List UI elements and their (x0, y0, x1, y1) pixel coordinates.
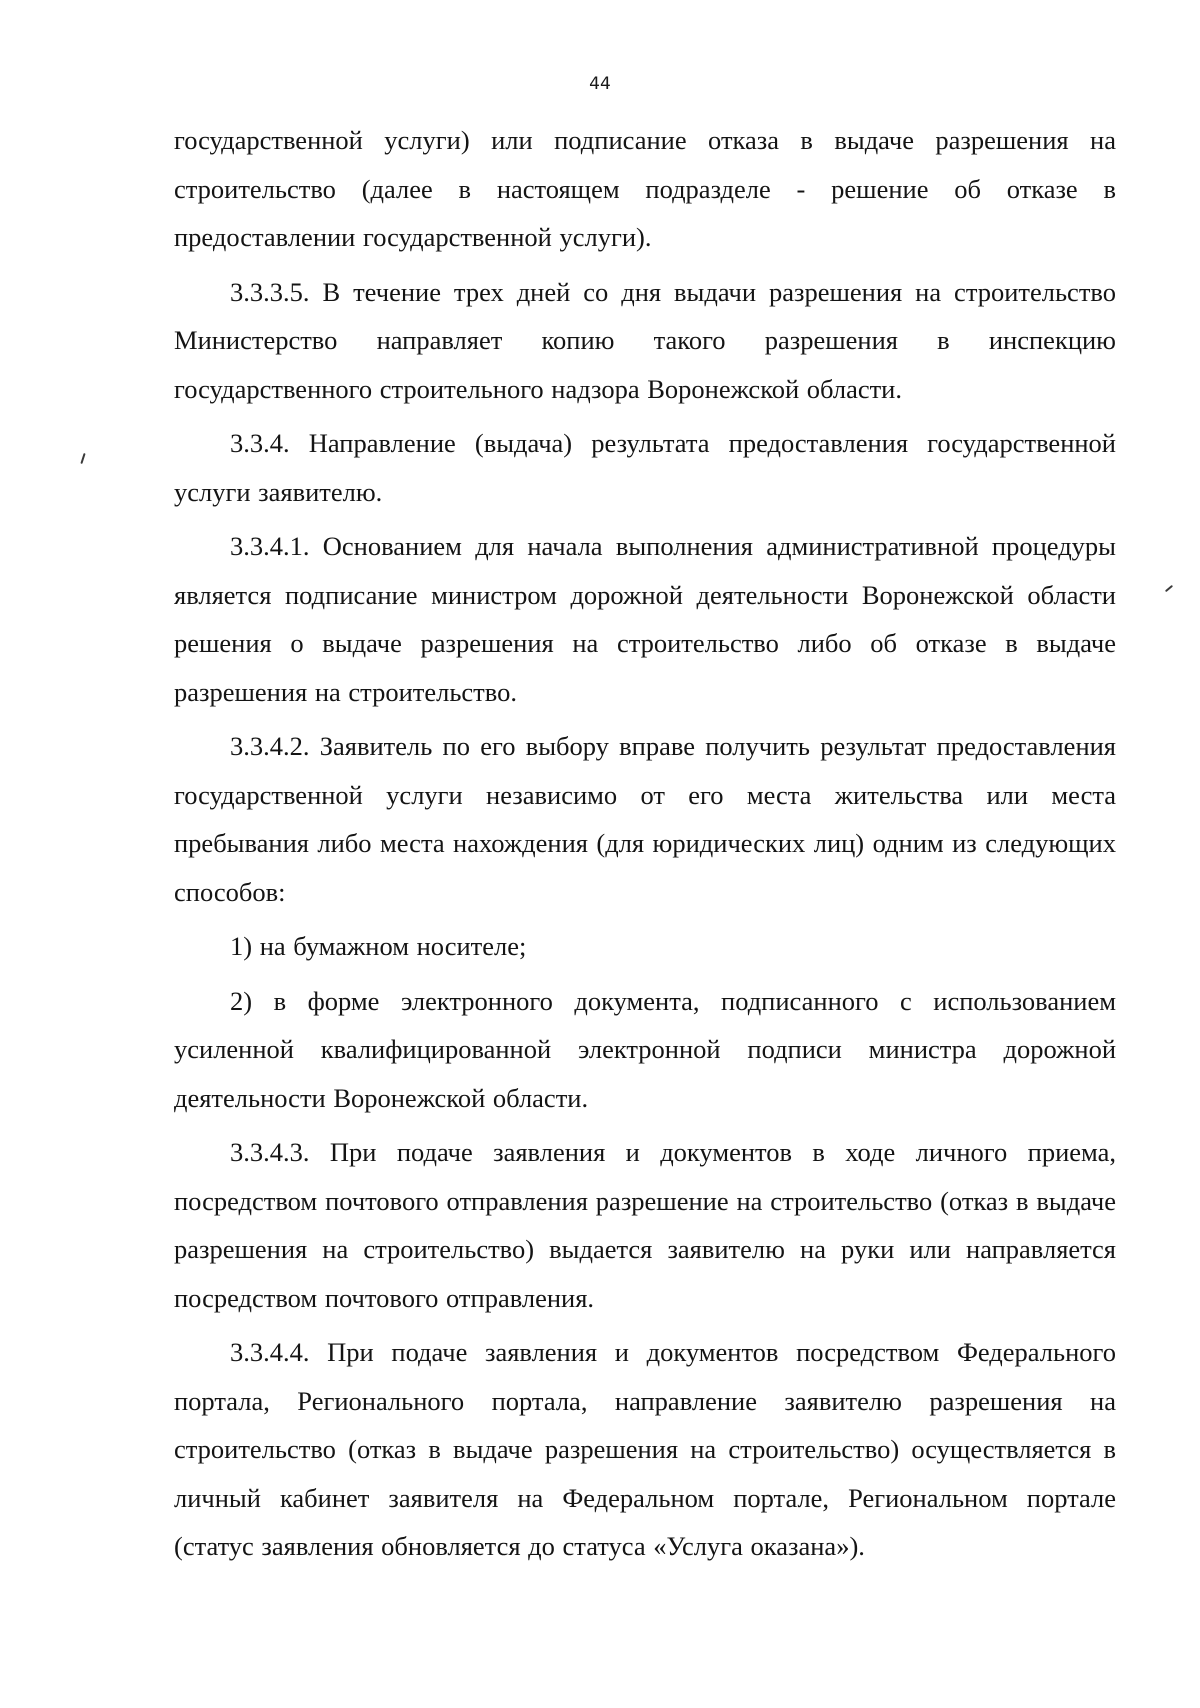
list-item-2: 2) в форме электронного документа, подписанного с использованием усиленной квалифицированной электронной подписи министра дорожной деятельности Воронежской области. (174, 985, 1116, 1113)
scan-speck (1165, 585, 1173, 592)
paragraph-3-3-3-5: 3.3.3.5. В течение трех дней со дня выдачи разрешения на строительство Министерство направляет копию такого разрешения в инспекцию государственного строительного надзора Воронежской области. (174, 276, 1116, 404)
paragraph-3-3-4-1: 3.3.4.1. Основанием для начала выполнения административной процедуры является подписание министром дорожной деятельности Воронежской области решения о выдаче разрешения на строительство либо об отказе в выдаче разрешения на строительство. (174, 531, 1116, 707)
paragraph-3-3-4: 3.3.4. Направление (выдача) результата предоставления государственной услуги заявителю. (174, 428, 1116, 507)
scan-speck (80, 453, 85, 464)
document-body (174, 116, 1116, 1577)
page-number: 44 (589, 74, 611, 94)
list-item-1: 1) на бумажном носителе; (230, 931, 527, 961)
paragraph-continuation: государственной услуги) или подписание отказа в выдаче разрешения на строительство (далее в настоящем подразделе - решение об отказе в предоставлении государственной услуги). (174, 125, 1116, 252)
paragraph-3-3-4-3: 3.3.4.3. При подаче заявления и документов в ходе личного приема, посредством почтового отправления разрешение на строительство (отказ в выдаче разрешения на строительство) выдается заявителю на руки или направляется посредством почтового отправления. (174, 1137, 1116, 1313)
paragraph-3-3-4-2: 3.3.4.2. Заявитель по его выбору вправе получить результат предоставления государственной услуги независимо от его места жительства или места пребывания либо места нахождения (для юридических лиц) одним из следующих способов: (174, 731, 1116, 907)
paragraph-3-3-4-4: 3.3.4.4. При подаче заявления и документов посредством Федерального портала, Регионального портала, направление заявителю разрешения на строительство (отказ в выдаче разрешения на строительство) осуществляется в личный кабинет заявителя на Федеральном портале, Региональном портале (статус заявления обновляется до статуса «Услуга оказана»). (174, 1337, 1116, 1561)
